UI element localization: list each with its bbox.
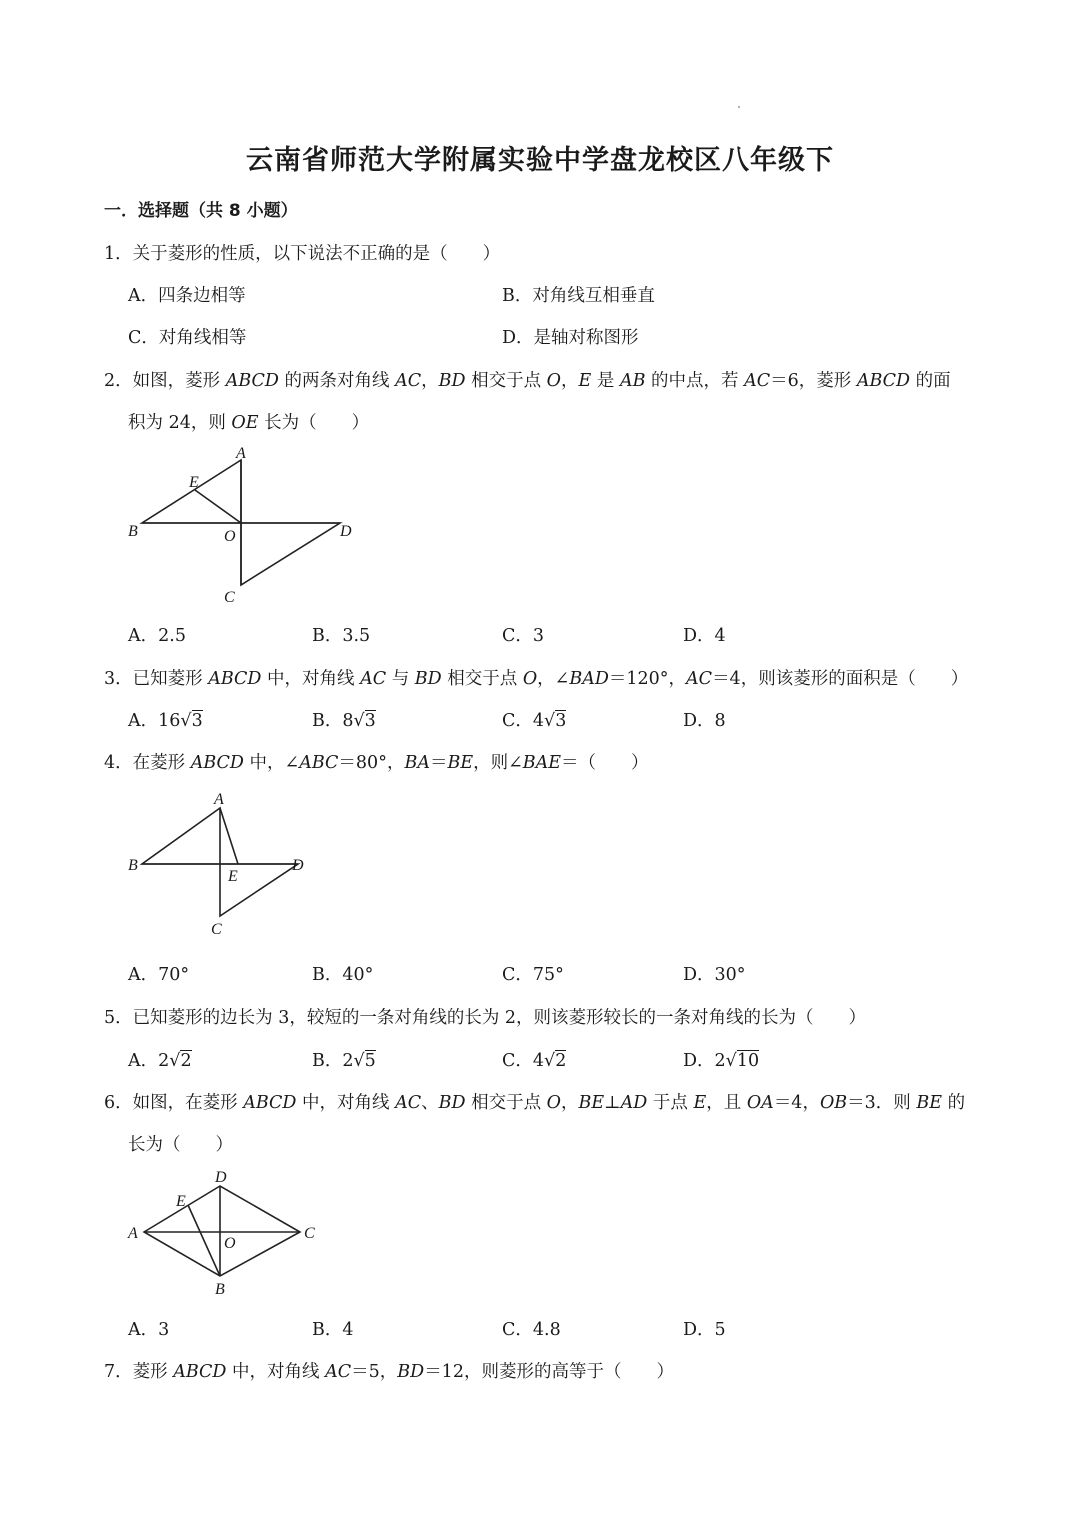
q1-option-b[interactable]: B．对角线互相垂直 — [502, 286, 655, 306]
q5-option-d[interactable]: D．2√10 — [683, 1051, 760, 1071]
q4-label-d: D — [292, 857, 304, 874]
q6-option-c[interactable]: C．4.8 — [502, 1320, 561, 1340]
question-6-line-2: 长为（ ） — [128, 1135, 233, 1155]
speck — [738, 106, 740, 108]
q4-option-c[interactable]: C．75° — [502, 965, 564, 985]
q3-option-a[interactable]: A．16√3 — [128, 711, 203, 731]
q5-option-a[interactable]: A．2√2 — [128, 1051, 192, 1071]
q5-option-b[interactable]: B．2√5 — [312, 1051, 376, 1071]
sqrt-symbol: √ — [180, 711, 192, 731]
q3-option-d[interactable]: D．8 — [683, 711, 726, 731]
q4-figure — [120, 784, 320, 944]
sqrt-symbol: √ — [544, 1051, 556, 1071]
question-7: 7．菱形 ABCD 中，对角线 AC＝5，BD＝12，则菱形的高等于（ ） — [104, 1362, 674, 1382]
q2-label-c: C — [224, 589, 235, 606]
q6-label-b: B — [215, 1281, 225, 1298]
q6-label-c: C — [304, 1225, 315, 1242]
q6-figure — [120, 1162, 330, 1302]
q6-option-a[interactable]: A．3 — [128, 1320, 170, 1340]
question-6: 6．如图，在菱形 ABCD 中，对角线 AC、BD 相交于点 O，BE⊥AD 于点 E，且 OA＝4，OB＝3．则 BE 的 — [104, 1093, 966, 1113]
question-4: 4．在菱形 ABCD 中，∠ABC＝80°，BA＝BE，则∠BAE＝（ ） — [104, 753, 649, 773]
q4-option-b[interactable]: B．40° — [312, 965, 374, 985]
q1-option-a[interactable]: A．四条边相等 — [128, 286, 246, 306]
q4-label-b: B — [128, 857, 138, 874]
q1-option-c[interactable]: C．对角线相等 — [128, 328, 247, 348]
q4-label-e: E — [228, 868, 238, 885]
q2-label-b: B — [128, 523, 138, 540]
q6-label-a: A — [128, 1225, 138, 1242]
question-3: 3．已知菱形 ABCD 中，对角线 AC 与 BD 相交于点 O，∠BAD＝120°，AC＝4，则该菱形的面积是（ ） — [104, 669, 969, 689]
q6-option-b[interactable]: B．4 — [312, 1320, 354, 1340]
q3-option-c[interactable]: C．4√3 — [502, 711, 567, 731]
q6-label-d: D — [215, 1169, 227, 1186]
q4-option-d[interactable]: D．30° — [683, 965, 746, 985]
page-title: 云南省师范大学附属实验中学盘龙校区八年级下 — [246, 145, 834, 176]
q6-option-d[interactable]: D．5 — [683, 1320, 726, 1340]
q2-option-a[interactable]: A．2.5 — [128, 626, 186, 646]
q2-label-e: E — [189, 474, 199, 491]
q2-option-d[interactable]: D．4 — [683, 626, 726, 646]
q1-option-d[interactable]: D．是轴对称图形 — [502, 328, 639, 348]
section-heading: 一．选择题（共 8 小题） — [104, 201, 298, 221]
question-2: 2．如图，菱形 ABCD 的两条对角线 AC，BD 相交于点 O，E 是 AB 的中点，若 AC＝6，菱形 ABCD 的面 — [104, 371, 951, 391]
sqrt-symbol: √ — [169, 1051, 181, 1071]
question-2-line-2: 积为 24，则 OE 长为（ ） — [128, 413, 370, 433]
q2-option-b[interactable]: B．3.5 — [312, 626, 371, 646]
sqrt-symbol: √ — [353, 711, 365, 731]
q2-label-o: O — [224, 528, 236, 545]
q4-label-c: C — [211, 921, 222, 938]
q6-label-e: E — [176, 1193, 186, 1210]
sqrt-symbol: √ — [544, 711, 556, 731]
sqrt-symbol: √ — [725, 1051, 737, 1071]
q2-label-d: D — [340, 523, 352, 540]
q5-option-c[interactable]: C．4√2 — [502, 1051, 567, 1071]
question-5: 5．已知菱形的边长为 3，较短的一条对角线的长为 2，则该菱形较长的一条对角线的长为（ ） — [104, 1008, 867, 1028]
q3-option-b[interactable]: B．8√3 — [312, 711, 376, 731]
q2-label-a: A — [236, 445, 246, 462]
q2-figure — [120, 440, 370, 610]
question-1: 1．关于菱形的性质，以下说法不正确的是（ ） — [104, 244, 501, 264]
q2-option-c[interactable]: C．3 — [502, 626, 545, 646]
q4-label-a: A — [214, 791, 224, 808]
q6-label-o: O — [224, 1235, 236, 1252]
q4-option-a[interactable]: A．70° — [128, 965, 190, 985]
sqrt-symbol: √ — [353, 1051, 365, 1071]
